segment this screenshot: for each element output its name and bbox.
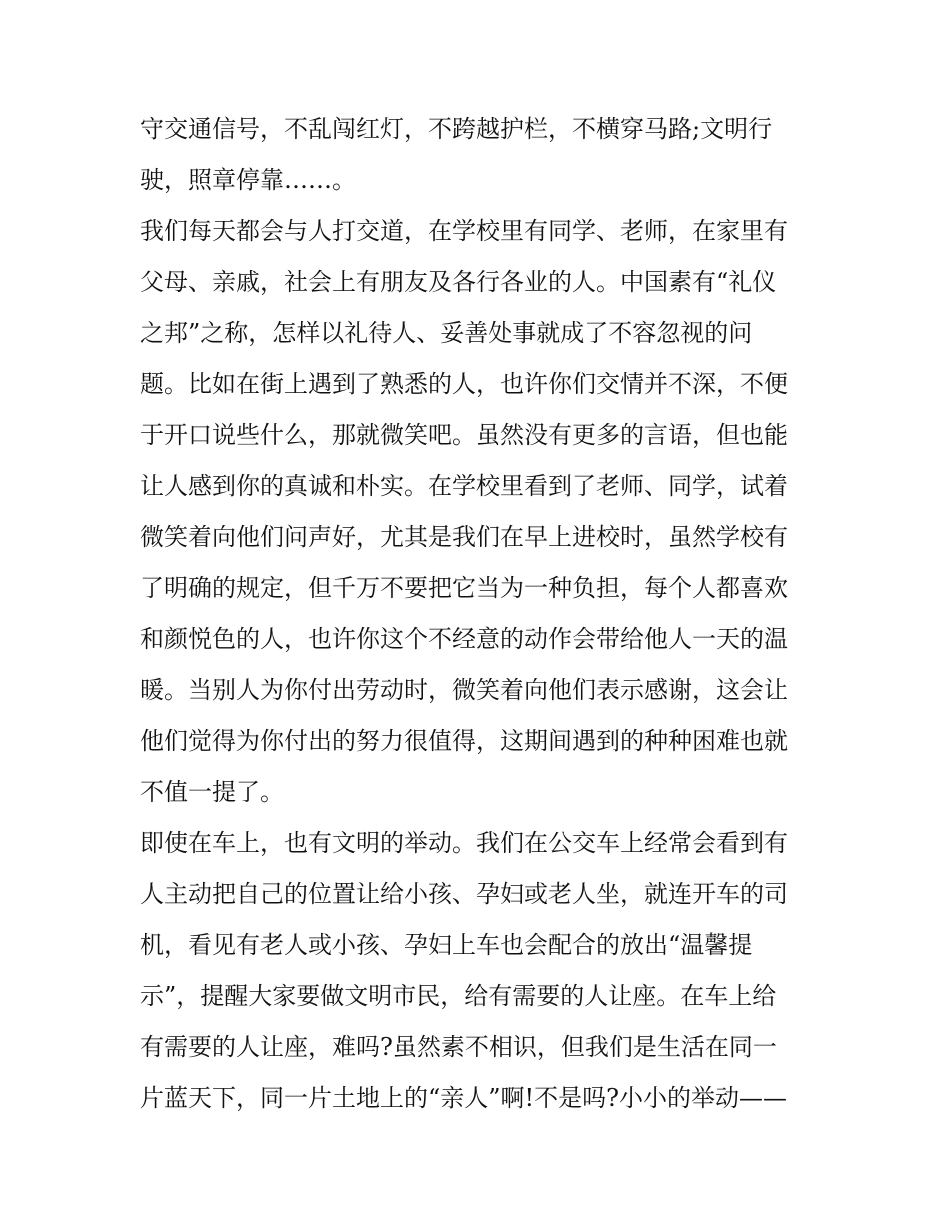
text-line: 有需要的人让座，难吗?虽然素不相识，但我们是生活在同一 (140, 1033, 777, 1061)
text-line: 机，看见有老人或小孩、孕妇上车也会配合的放出“温馨提 (140, 931, 753, 959)
text-line: 微笑着向他们问声好，尤其是我们在早上进校时，虽然学校有 (140, 523, 788, 551)
text-line: 即使在车上，也有文明的举动。我们在公交车上经常会看到有 (140, 829, 788, 857)
text-line: 父母、亲戚，社会上有朋友及各行各业的人。中国素有“礼仪 (140, 268, 777, 296)
body-text (140, 104, 820, 1124)
text-line: 示”，提醒大家要做文明市民，给有需要的人让座。在车上给 (140, 982, 777, 1010)
text-line: 不值一提了。 (140, 778, 284, 806)
text-line: 于开口说些什么，那就微笑吧。虽然没有更多的言语，但也能 (140, 421, 788, 449)
text-line: 让人感到你的真诚和朴实。在学校里看到了老师、同学，试着 (140, 472, 788, 500)
text-line: 他们觉得为你付出的努力很值得，这期间遇到的种种困难也就 (140, 727, 788, 755)
text-line: 守交通信号，不乱闯红灯，不跨越护栏，不横穿马路;文明行 (140, 115, 773, 143)
text-line: 暖。当别人为你付出劳动时，微笑着向他们表示感谢，这会让 (140, 676, 788, 704)
text-line: 片蓝天下，同一片土地上的“亲人”啊!不是吗?小小的举动—— (140, 1084, 788, 1112)
text-line: 我们每天都会与人打交道，在学校里有同学、老师，在家里有 (140, 217, 788, 245)
text-line: 之邦”之称，怎样以礼待人、妥善处事就成了不容忽视的问 (140, 319, 753, 347)
text-line: 了明确的规定，但千万不要把它当为一种负担，每个人都喜欢 (140, 574, 788, 602)
text-line: 驶，照章停靠……。 (140, 166, 356, 194)
text-line: 人主动把自己的位置让给小孩、孕妇或老人坐，就连开车的司 (140, 880, 788, 908)
text-line: 和颜悦色的人，也许你这个不经意的动作会带给他人一天的温 (140, 625, 788, 653)
text-line: 题。比如在街上遇到了熟悉的人，也许你们交情并不深，不便 (140, 370, 788, 398)
